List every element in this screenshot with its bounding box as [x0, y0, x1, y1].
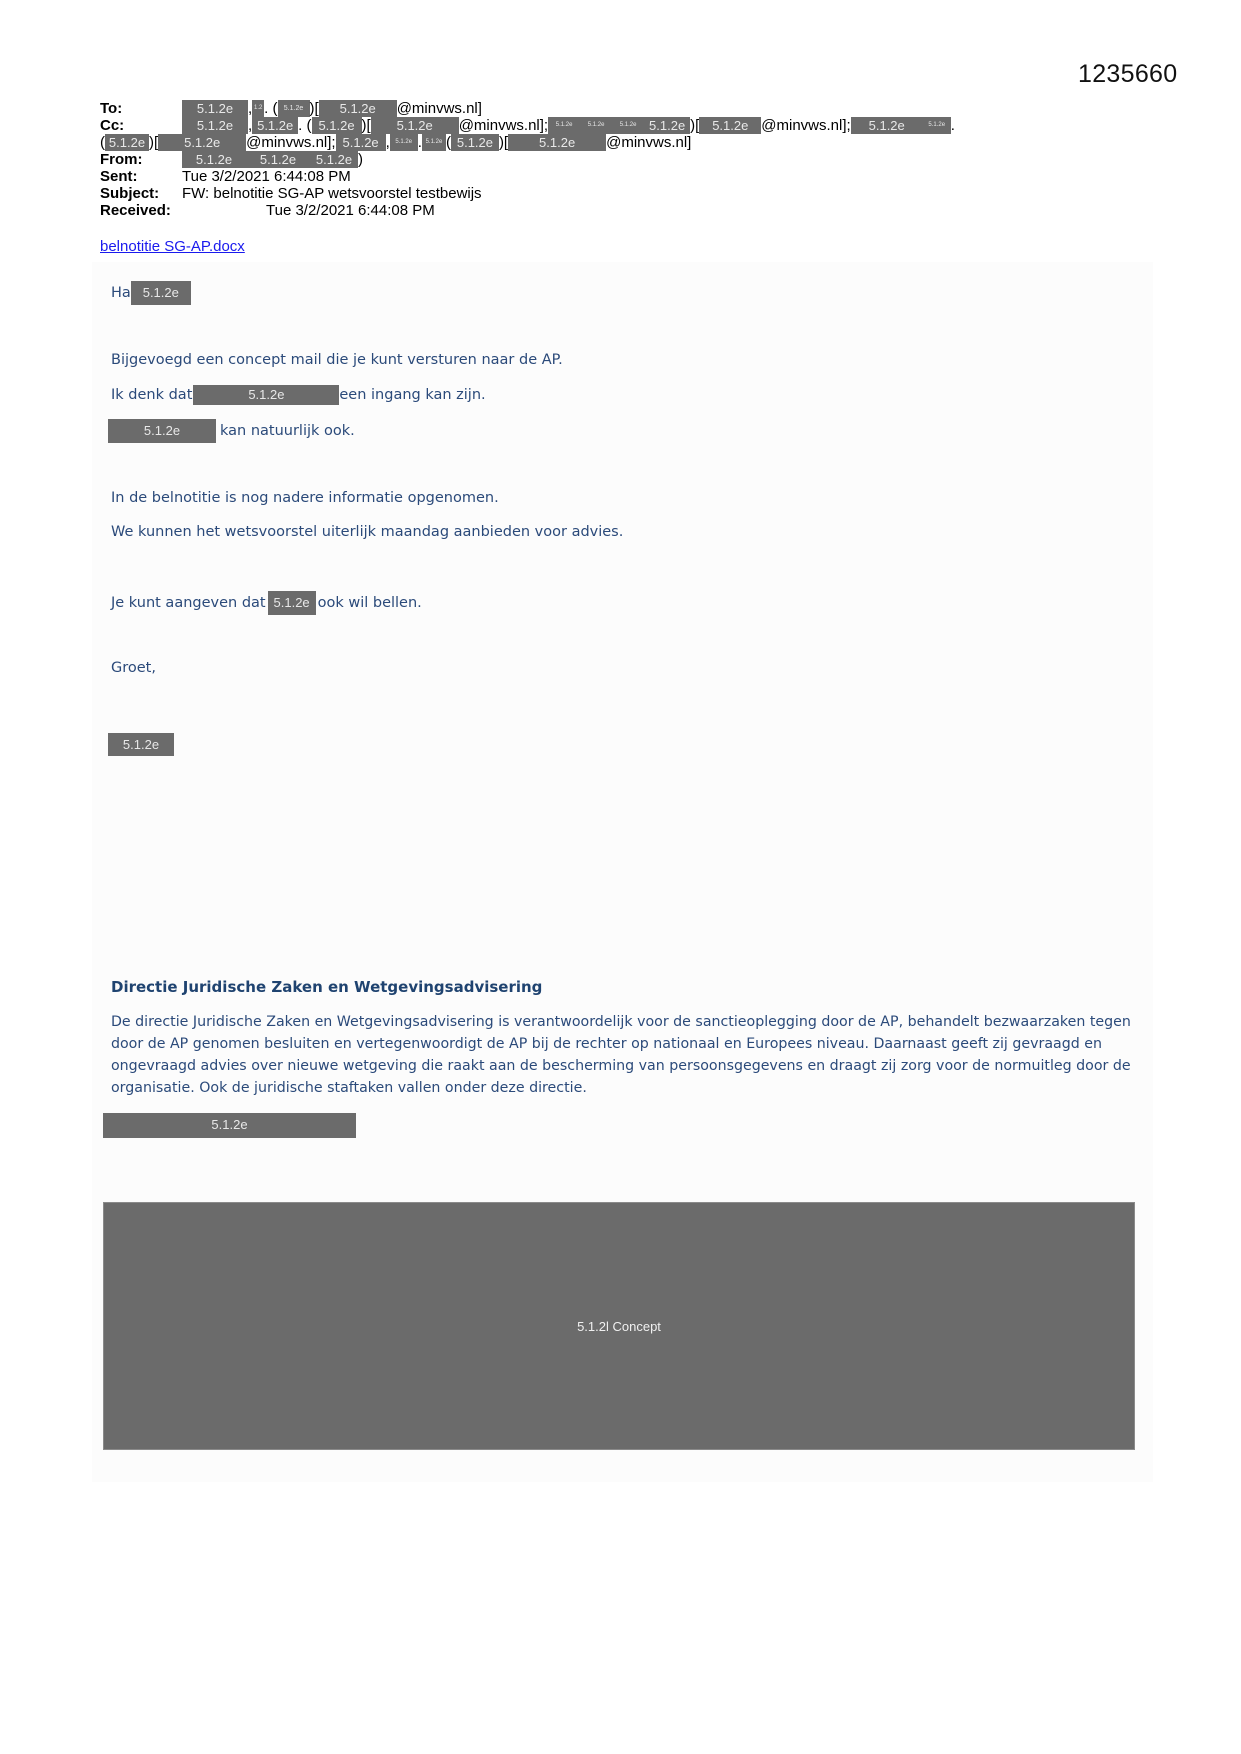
received-value: Tue 3/2/2021 6:44:08 PM [266, 202, 435, 219]
redacted-address: 5.1.2e [371, 117, 459, 134]
redacted-address: 5.1.2e [699, 117, 761, 134]
from-label: From: [100, 151, 143, 168]
redacted-org: 5.1.2e [312, 117, 362, 134]
to-line: To: 5.1.2e , 1.2 . ( 5.1.2e )[ 5.1.2e @minvws.nl] [100, 100, 482, 117]
body-line-6 [111, 591, 422, 615]
received-line [100, 202, 435, 219]
body-line-3-suffix: kan natuurlijk ook. [220, 423, 355, 439]
closing: Groet, [111, 660, 156, 676]
redacted-address: 5.1.2e [508, 134, 606, 151]
body-line-2 [111, 385, 486, 405]
email-domain: @minvws.nl]; [761, 117, 851, 134]
redacted-contact: 5.1.2e [103, 1113, 356, 1138]
redacted-name: 5.1.2e [131, 281, 191, 305]
redacted-org: 5.1.2e [612, 117, 644, 134]
redacted-name: 5.1.2e [193, 385, 339, 405]
redacted-address: 5.1.2e [319, 100, 397, 117]
document-page-number: 1235660 [1078, 60, 1178, 88]
redacted-initial: 5.1.2e [580, 117, 612, 134]
redacted-initial: 5.1.2e [390, 134, 418, 151]
org-description: De directie Juridische Zaken en Wetgevingsadvisering is verantwoordelijk voor de sanctieoplegging door de AP, behandelt bezwaarzaken tegen door de AP genomen besluiten en vertegenwoordigt de AP bij de rechter op nationaal en Europees niveau. Daarnaast geeft zij gevraagd en ongevraagd advies over nieuwe wetgeving die raakt aan de bescherming van persoonsgegevens en draagt zij zorg voor de normuitleg door de organisatie. Ook de juridische staftaken vallen onder deze directie. [111, 1014, 1131, 1096]
subject-label: Subject: [100, 185, 160, 202]
org-title: Directie Juridische Zaken en Wetgevingsadvisering [111, 978, 543, 996]
cc-line-continued: ( 5.1.2e )[ 5.1.2e @minvws.nl]; 5.1.2e , 5.1.2e . 5.1.2e ( 5.1.2e )[ 5.1.2e @minvws.nl] [100, 134, 692, 151]
body-line-3 [108, 419, 355, 443]
redacted-recipient: 5.1.2e [548, 117, 580, 134]
redacted-concept-block [103, 1202, 1135, 1450]
redacted-name: 5.1.2e [108, 419, 216, 443]
cc-line: Cc: 5.1.2e , 5.1.2e . ( 5.1.2e )[ 5.1.2e @minvws.nl]; 5.1.2e 5.1.2e 5.1.2e 5.1.2e )[ 5.1.2e @minvws.nl]; 5.1.2e 5.1.2e . [100, 117, 955, 134]
subject-line [100, 185, 482, 202]
from-line: From: 5.1.2e 5.1.2e 5.1.2e ) [100, 151, 363, 168]
redacted-initial: 5.1.2e [923, 117, 951, 134]
email-domain: @minvws.nl]; [458, 117, 549, 134]
signature-name [108, 733, 174, 756]
redacted-signature-name: 5.1.2e [108, 733, 174, 756]
concept-label: 5.1.2l Concept [577, 1318, 661, 1334]
redacted-recipient: 5.1.2e [851, 117, 923, 134]
subject-value: FW: belnotitie SG-AP wetsvoorstel testbewijs [182, 185, 482, 202]
greeting [111, 281, 191, 305]
redacted-org: 5.1.2e [278, 100, 310, 117]
redacted-name: 5.1.2e [268, 591, 316, 615]
redacted-recipient: 5.1.2e [182, 117, 248, 134]
redacted-recipient: 5.1.2e [336, 134, 386, 151]
email-domain: @minvws.nl] [606, 134, 692, 151]
body-line-4: In de belnotitie is nog nadere informatie opgenomen. [111, 490, 499, 506]
body-line-2-suffix: een ingang kan zijn. [339, 387, 486, 403]
body-line-2-prefix: Ik denk dat [111, 387, 193, 403]
email-domain: @minvws.nl]; [246, 134, 336, 151]
redacted-sender: 5.1.2e [246, 151, 310, 168]
signature-contact [103, 1113, 356, 1138]
received-label: Received: [100, 202, 171, 219]
to-label: To: [100, 100, 123, 117]
cc-label: Cc: [100, 117, 125, 134]
body-line-1: Bijgevoegd een concept mail die je kunt versturen naar de AP. [111, 352, 563, 368]
email-domain: @minvws.nl] [396, 100, 482, 117]
redacted-initial: 1.2 [252, 100, 264, 117]
redacted-initial: 5.1.2e [422, 134, 446, 151]
redacted-org: 5.1.2e [105, 134, 149, 151]
body-line-6-prefix: Je kunt aangeven dat [111, 595, 266, 611]
redacted-sender: 5.1.2e [182, 151, 246, 168]
redacted-address: 5.1.2e [158, 134, 246, 151]
redacted-initial: 5.1.2e [252, 117, 298, 134]
redacted-recipient: 5.1.2e [182, 100, 248, 117]
sent-value: Tue 3/2/2021 6:44:08 PM [182, 168, 351, 185]
redacted-org: 5.1.2e [451, 134, 499, 151]
body-line-6-suffix: ook wil bellen. [317, 595, 422, 611]
sent-line [100, 168, 351, 185]
attachment-link[interactable]: belnotitie SG-AP.docx [100, 238, 245, 255]
redacted-sender: 5.1.2e [310, 151, 358, 168]
body-line-5: We kunnen het wetsvoorstel uiterlijk maandag aanbieden voor advies. [111, 524, 624, 540]
greeting-text: Ha [111, 285, 131, 301]
sent-label: Sent: [100, 168, 138, 185]
redacted-org: 5.1.2e [644, 117, 690, 134]
